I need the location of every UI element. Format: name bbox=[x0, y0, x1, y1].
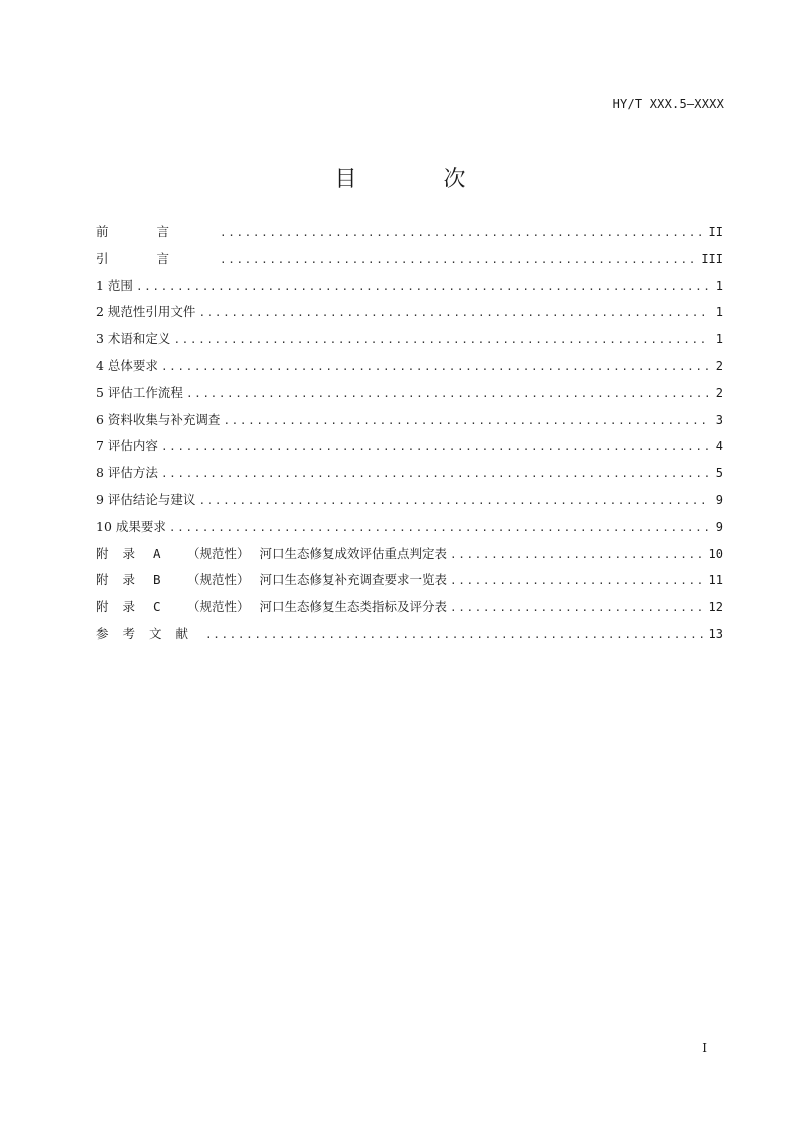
appendix-prefix: 附录 bbox=[96, 599, 150, 615]
toc-leader-dots bbox=[161, 434, 709, 461]
toc-entry-assessment-content[interactable] bbox=[96, 433, 723, 460]
toc-leader-dots bbox=[161, 461, 709, 488]
toc-entry-page: 1 bbox=[715, 332, 723, 347]
toc-entry-label: 4 总体要求 bbox=[96, 357, 158, 373]
toc-entry-page: 1 bbox=[715, 305, 723, 320]
appendix-title: 河口生态修复生态类指标及评分表 bbox=[259, 599, 447, 615]
toc-entry-page: III bbox=[701, 251, 723, 266]
toc-entry-normative-references[interactable] bbox=[96, 299, 723, 326]
appendix-normative-tag: （规范性） bbox=[186, 545, 250, 561]
toc-leader-dots bbox=[198, 488, 709, 515]
toc-leader-dots bbox=[198, 300, 709, 327]
toc-entry-page: 2 bbox=[715, 385, 723, 400]
toc-entry-page: 3 bbox=[715, 412, 723, 427]
document-code: HY/T XXX.5—XXXX bbox=[612, 97, 724, 111]
toc-entry-label: 7 评估内容 bbox=[96, 438, 158, 454]
toc-entry-label: 8 评估方法 bbox=[96, 465, 158, 481]
toc-entry-label: 前言 bbox=[96, 224, 218, 239]
toc-entry-label: 2 规范性引用文件 bbox=[96, 304, 196, 320]
toc-entry-page: II bbox=[708, 225, 723, 239]
toc-entry-label: 10 成果要求 bbox=[96, 518, 166, 534]
toc-entry-label: 3 术语和定义 bbox=[96, 331, 171, 347]
toc-title: 目 次 bbox=[334, 167, 506, 192]
appendix-title: 河口生态修复补充调查要求一览表 bbox=[259, 572, 447, 588]
toc-entry-foreword[interactable] bbox=[96, 219, 723, 246]
toc-entry-conclusions[interactable] bbox=[96, 487, 723, 514]
toc-entry-general-requirements[interactable] bbox=[96, 353, 723, 380]
toc-entry-page: 9 bbox=[715, 492, 723, 507]
appendix-prefix: 附录 bbox=[96, 572, 150, 588]
appendix-letter: A bbox=[153, 545, 161, 561]
toc-entry-page: 12 bbox=[708, 600, 723, 615]
toc-entry-appendix-c[interactable] bbox=[96, 594, 723, 621]
toc-entry-label bbox=[96, 567, 447, 594]
toc-entry-assessment-workflow[interactable] bbox=[96, 380, 723, 407]
toc-entry-bibliography[interactable] bbox=[96, 621, 723, 648]
toc-entry-page: 13 bbox=[708, 626, 723, 641]
appendix-prefix: 附录 bbox=[96, 545, 150, 561]
toc-entry-scope[interactable] bbox=[96, 273, 723, 300]
toc-leader-dots bbox=[173, 327, 709, 354]
toc-entry-label bbox=[96, 594, 447, 621]
toc-entry-page: 2 bbox=[715, 358, 723, 373]
toc-entry-label: 6 资料收集与补充调查 bbox=[96, 411, 221, 427]
appendix-letter: B bbox=[153, 572, 161, 588]
toc-entry-page: 1 bbox=[715, 278, 723, 293]
toc-entry-label: 引言 bbox=[96, 250, 218, 266]
table-of-contents bbox=[96, 219, 723, 648]
toc-entry-assessment-methods[interactable] bbox=[96, 460, 723, 487]
page-number: I bbox=[702, 1041, 707, 1055]
toc-entry-label: 5 评估工作流程 bbox=[96, 384, 183, 400]
toc-leader-dots bbox=[169, 515, 709, 542]
toc-entry-page: 4 bbox=[715, 439, 723, 454]
toc-entry-page: 9 bbox=[715, 519, 723, 534]
appendix-letter: C bbox=[153, 599, 161, 615]
toc-entry-page: 5 bbox=[715, 466, 723, 481]
toc-leader-dots bbox=[223, 408, 709, 435]
toc-entry-terms-definitions[interactable] bbox=[96, 326, 723, 353]
toc-entry-label: 9 评估结论与建议 bbox=[96, 491, 196, 507]
toc-entry-label: 参考文献 bbox=[96, 625, 203, 641]
toc-entry-page: 10 bbox=[708, 546, 723, 561]
toc-leader-dots bbox=[186, 381, 709, 408]
toc-leader-dots bbox=[450, 542, 705, 569]
toc-entry-appendix-a[interactable] bbox=[96, 541, 723, 568]
toc-entry-page: 11 bbox=[708, 573, 723, 588]
toc-leader-dots bbox=[220, 247, 697, 274]
appendix-normative-tag: （规范性） bbox=[186, 599, 250, 615]
toc-entry-label bbox=[96, 541, 447, 568]
toc-entry-appendix-b[interactable] bbox=[96, 567, 723, 594]
toc-leader-dots bbox=[205, 622, 705, 649]
toc-entry-introduction[interactable] bbox=[96, 246, 723, 273]
toc-leader-dots bbox=[450, 595, 705, 622]
toc-leader-dots bbox=[161, 354, 709, 381]
toc-leader-dots bbox=[136, 274, 709, 301]
toc-leader-dots bbox=[450, 568, 705, 595]
appendix-normative-tag: （规范性） bbox=[186, 572, 250, 588]
toc-entry-deliverables[interactable] bbox=[96, 514, 723, 541]
toc-entry-data-collection[interactable] bbox=[96, 407, 723, 434]
toc-entry-label: 1 范围 bbox=[96, 277, 133, 293]
toc-leader-dots bbox=[220, 220, 705, 247]
appendix-title: 河口生态修复成效评估重点判定表 bbox=[259, 545, 447, 561]
